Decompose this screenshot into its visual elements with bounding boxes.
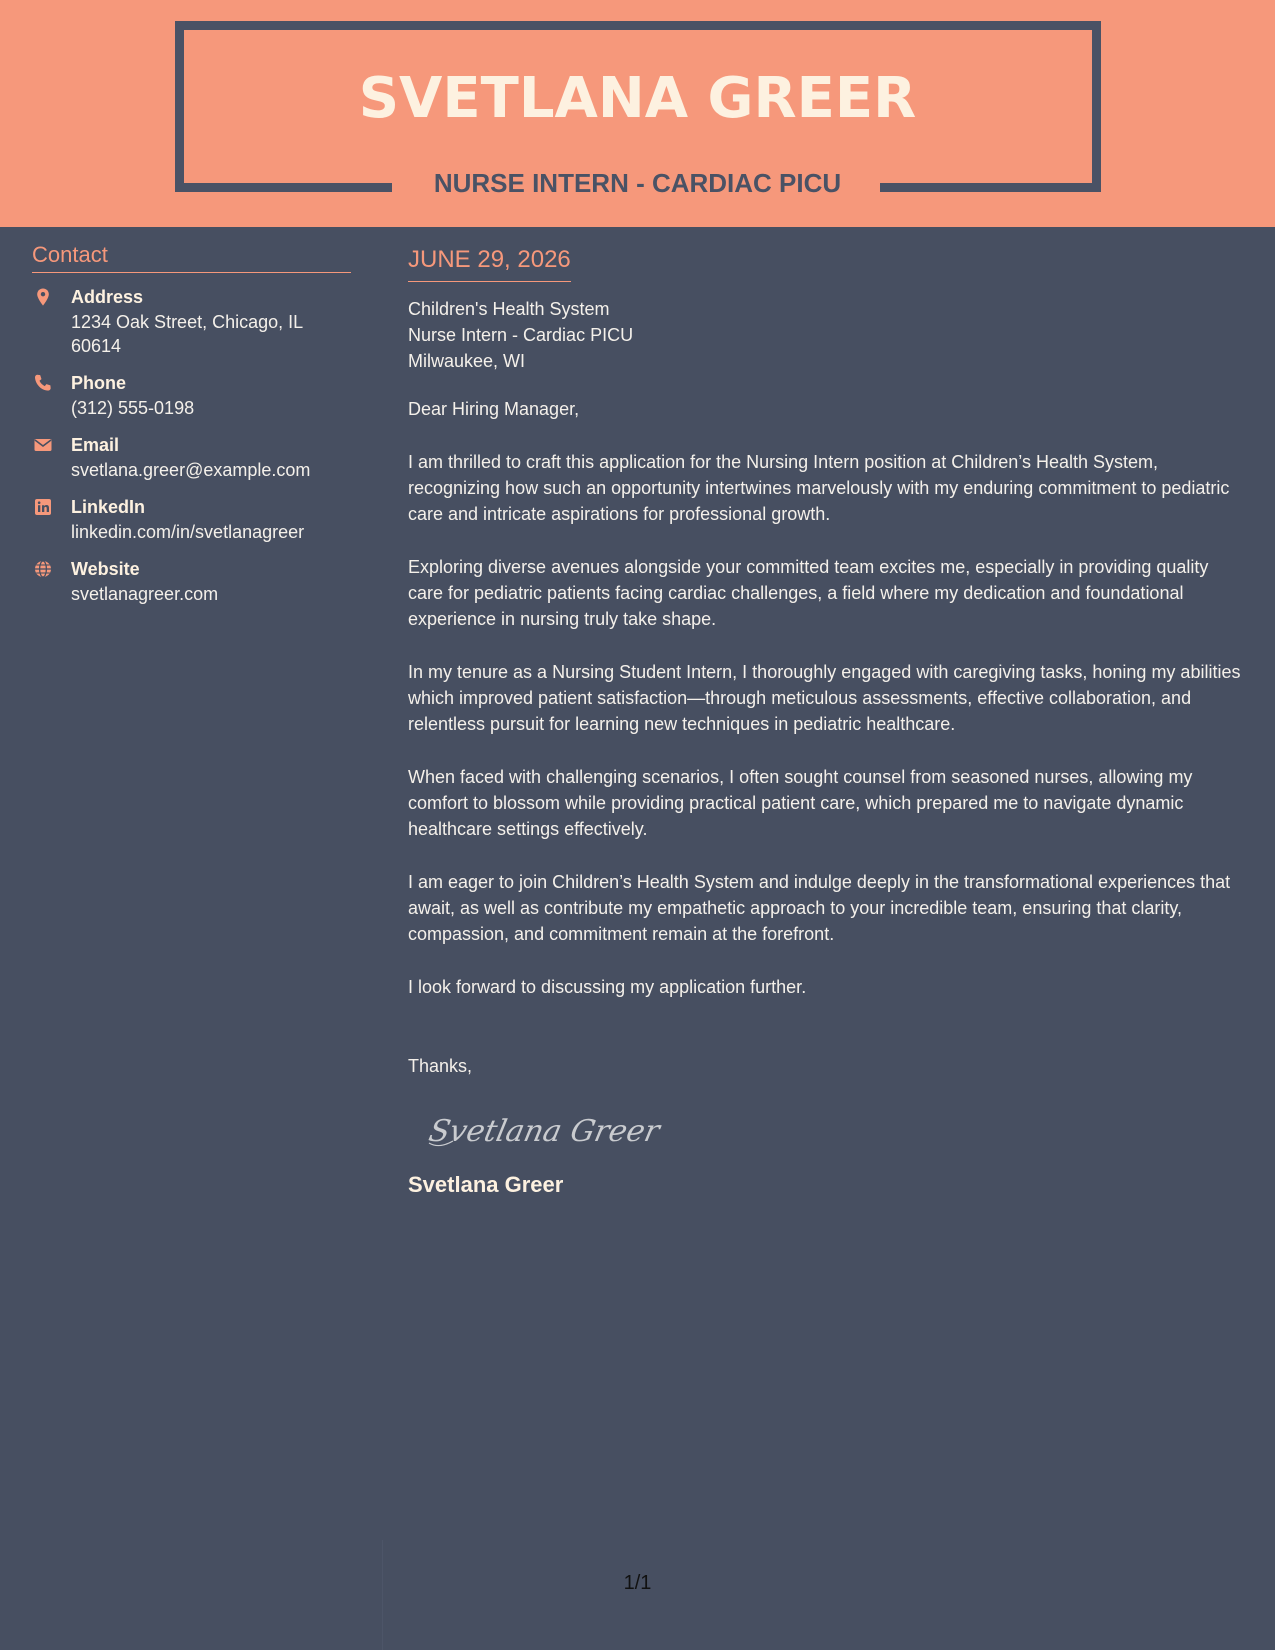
phone-icon — [33, 373, 53, 393]
header-banner — [0, 0, 1275, 227]
email-link[interactable]: svetlana.greer@example.com — [71, 460, 311, 480]
contact-label: Address — [71, 287, 144, 307]
contact-list — [32, 285, 351, 606]
applicant-name: SVETLANA GREER — [358, 66, 917, 131]
body-paragraph: I am eager to join Children’s Health System and indulge deeply in the transformational experiences that await, as well as contribute my empathetic approach to your incredible team, ensuring that clarity, compassion, and commitment remain at the forefront. — [408, 872, 1231, 944]
recipient-block — [408, 296, 1248, 374]
contact-sidebar — [32, 240, 351, 619]
contact-value: 1234 Oak Street, Chicago, IL 60614 — [71, 312, 303, 356]
contact-label: Website — [71, 559, 140, 579]
body-paragraph: Exploring diverse avenues alongside your committed team excites me, especially in providing quality care for pediatric patients facing cardiac challenges, a field where my dedication and foundational experience in nursing truly take shape. — [408, 557, 1209, 629]
contact-item-phone — [32, 371, 351, 420]
linkedin-icon — [33, 497, 53, 517]
contact-label: LinkedIn — [71, 497, 146, 517]
closing: Thanks, — [408, 1056, 473, 1076]
linkedin-link[interactable]: linkedin.com/in/svetlanagreer — [71, 522, 305, 542]
body-paragraph: When faced with challenging scenarios, I often sought counsel from seasoned nurses, allowing my comfort to blossom while providing practical patient care, which prepared me to navigate dynamic healthcare settings effectively. — [408, 767, 1193, 839]
contact-item-website — [32, 557, 351, 606]
body-paragraph: I am thrilled to craft this application for the Nursing Intern position at Children’s Health System, recognizing how such an opportunity intertwines marvelously with my enduring commitment to pediatric care and intricate aspirations for professional growth. — [408, 452, 1230, 524]
svg-text:Svetlana Greer: Svetlana Greer — [425, 1114, 663, 1149]
map-pin-icon — [33, 287, 53, 307]
contact-label: Phone — [71, 373, 127, 393]
signature-graphic — [423, 1105, 663, 1155]
recipient-organization: Children's Health System — [408, 299, 610, 319]
globe-icon — [33, 559, 53, 579]
letter-body — [408, 244, 1248, 1200]
contact-item-email — [32, 433, 351, 482]
body-paragraph: I look forward to discussing my application further. — [408, 977, 807, 997]
contact-value: (312) 555-0198 — [71, 398, 195, 418]
recipient-location: Milwaukee, WI — [408, 351, 526, 371]
job-title: NURSE INTERN - CARDIAC PICU — [433, 168, 842, 198]
body-paragraph: In my tenure as a Nursing Student Intern, I thoroughly engaged with caregiving tasks, honing my abilities which improved patient satisfaction—through meticulous assessments, effective collaboration, and relentless pursuit for learning new techniques in pediatric healthcare. — [408, 662, 1241, 734]
contact-item-address — [32, 285, 351, 358]
contact-heading: Contact — [32, 240, 351, 273]
salutation: Dear Hiring Manager, — [408, 399, 580, 419]
contact-label: Email — [71, 435, 120, 455]
envelope-icon — [33, 435, 53, 455]
page-number: 1/1 — [623, 1572, 652, 1594]
signer-name: Svetlana Greer — [408, 1172, 564, 1197]
recipient-position: Nurse Intern - Cardiac PICU — [408, 325, 634, 345]
signature-image — [423, 1105, 663, 1155]
letter-date: JUNE 29, 2026 — [408, 244, 571, 282]
website-link[interactable]: svetlanagreer.com — [71, 584, 219, 604]
contact-item-linkedin — [32, 495, 351, 544]
